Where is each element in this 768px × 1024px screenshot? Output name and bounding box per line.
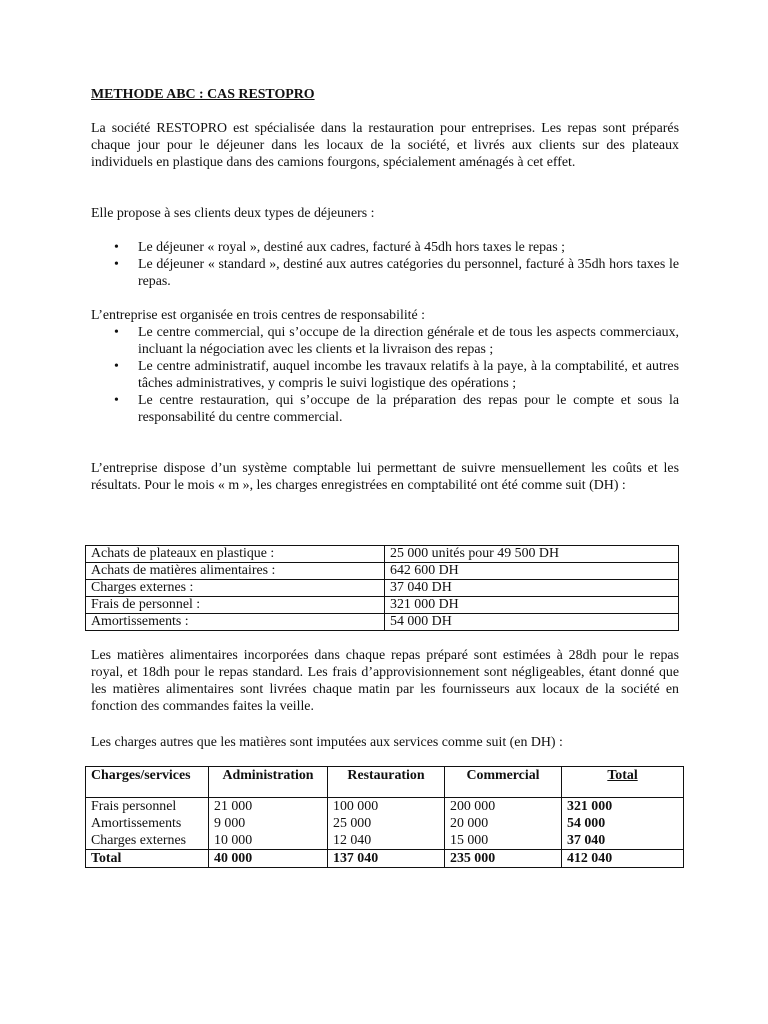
table-row (86, 597, 679, 614)
list-item: • Le déjeuner « royal », destiné aux cadres, facturé à 45dh hors taxes le repas ; (91, 239, 679, 256)
document-title: METHODE ABC : CAS RESTOPRO (91, 87, 315, 102)
list-item: • Le centre commercial, qui s’occupe de la direction générale et de tous les aspects commerciaux, incluant la négociation avec les clients et la livraison des repas ; (91, 324, 679, 358)
table-cell: 21 000 (209, 798, 328, 816)
accounting-paragraph: L’entreprise dispose d’un système comptable lui permettant de suivre mensuellement les coûts et les résultats. Pour le mois « m », les charges enregistrées en comptabilité ont été comme suit (DH) : (91, 461, 679, 493)
charge-value: 321 000 DH (385, 597, 679, 614)
table-cell: 9 000 (209, 815, 328, 832)
row-total: 54 000 (562, 815, 684, 832)
table-cell: 137 040 (328, 850, 445, 868)
charge-value: 642 600 DH (385, 563, 679, 580)
table-row (86, 832, 684, 850)
column-header: Total (562, 767, 684, 798)
column-header: Charges/services (86, 767, 209, 798)
column-header: Commercial (445, 767, 562, 798)
table-cell: 200 000 (445, 798, 562, 816)
row-label: Charges externes (86, 832, 209, 850)
table-cell: 10 000 (209, 832, 328, 850)
charge-label: Achats de plateaux en plastique : (86, 546, 385, 563)
column-header: Administration (209, 767, 328, 798)
charge-value: 54 000 DH (385, 614, 679, 631)
table-row (86, 798, 684, 816)
table-cell: 100 000 (328, 798, 445, 816)
row-total: 321 000 (562, 798, 684, 816)
centres-list (91, 324, 679, 426)
services-table (85, 766, 684, 868)
table-row (86, 563, 679, 580)
centres-intro-paragraph: L’entreprise est organisée en trois centres de responsabilité : (91, 308, 426, 323)
table-cell: 15 000 (445, 832, 562, 850)
materials-paragraph: Les matières alimentaires incorporées dans chaque repas préparé sont estimées à 28dh pour le repas royal, et 18dh pour le repas standard. Les frais d’approvisionnement sont négligeables, étant donné que les matières alimentaires sont livrées chaque matin par les fournisseurs aux locaux de la société en fonction des commandes faites la veille. (91, 648, 679, 714)
table-cell: 40 000 (209, 850, 328, 868)
allocation-intro-paragraph: Les charges autres que les matières sont imputées aux services comme suit (en DH) : (91, 735, 563, 750)
total-row (86, 850, 684, 868)
table-cell: 235 000 (445, 850, 562, 868)
charge-label: Charges externes : (86, 580, 385, 597)
table-row (86, 815, 684, 832)
row-label: Frais personnel (86, 798, 209, 816)
table-cell: 12 040 (328, 832, 445, 850)
table-row (86, 614, 679, 631)
row-label: Amortissements (86, 815, 209, 832)
charge-label: Achats de matières alimentaires : (86, 563, 385, 580)
charge-value: 37 040 DH (385, 580, 679, 597)
meal-types-list (91, 239, 679, 290)
table-cell: 20 000 (445, 815, 562, 832)
column-header: Restauration (328, 767, 445, 798)
charge-label: Amortissements : (86, 614, 385, 631)
charges-table (85, 545, 679, 631)
list-item: • Le déjeuner « standard », destiné aux autres catégories du personnel, facturé à 35dh hors taxes le repas. (91, 256, 679, 290)
table-row (86, 580, 679, 597)
intro-paragraph: La société RESTOPRO est spécialisée dans la restauration pour entreprises. Les repas sont préparés chaque jour pour le déjeuner dans les locaux de la société, et livrés aux clients sur des plateaux individuels en plastique dans des camions fourgons, spécialement aménagés à cet effet. (91, 121, 679, 170)
table-cell: 25 000 (328, 815, 445, 832)
list-item: • Le centre restauration, qui s’occupe de la préparation des repas pour le compte et sous la responsabilité du centre commercial. (91, 392, 679, 426)
table-row (86, 546, 679, 563)
types-intro-paragraph: Elle propose à ses clients deux types de déjeuners : (91, 206, 375, 221)
table-header-row (86, 767, 684, 798)
row-label: Total (86, 850, 209, 868)
row-total: 37 040 (562, 832, 684, 850)
grand-total: 412 040 (562, 850, 684, 868)
charge-value: 25 000 unités pour 49 500 DH (385, 546, 679, 563)
list-item: • Le centre administratif, auquel incombe les travaux relatifs à la paye, à la comptabilité, et autres tâches administratives, y compris le suivi logistique des opérations ; (91, 358, 679, 392)
charge-label: Frais de personnel : (86, 597, 385, 614)
